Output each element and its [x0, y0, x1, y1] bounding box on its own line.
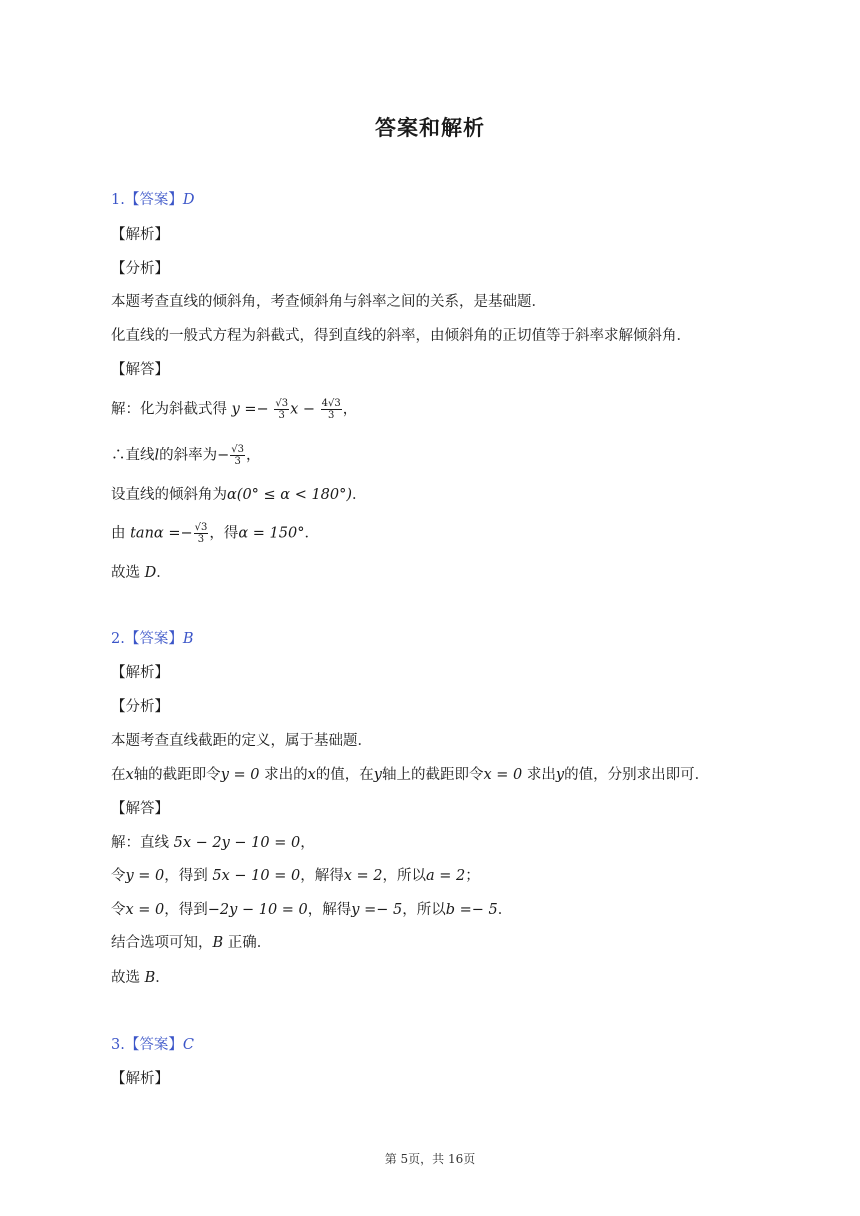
q3-answer-value: C: [182, 1037, 194, 1053]
math: −2y − 10 = 0: [207, 902, 308, 918]
q1-fenxi-line1: 本题考查直线的倾斜角，考查倾斜角与斜率之间的关系，是基础题．: [111, 294, 546, 310]
fraction-numerator: √3: [194, 522, 208, 533]
math: y =− 5: [351, 902, 403, 918]
q2-step1: [111, 833, 315, 853]
text: 的值，在: [315, 767, 374, 783]
text: 求出: [522, 767, 556, 783]
text: 令: [111, 902, 126, 918]
q2-answer-value: B: [182, 631, 194, 647]
q1-step4-math: α = 150°: [238, 525, 305, 542]
q2-step2: [111, 866, 480, 886]
math: B: [144, 970, 156, 986]
q3-answer-label: 【答案】: [124, 1037, 183, 1053]
text: ，: [300, 835, 315, 851]
fraction-numerator: √3: [275, 398, 289, 409]
text: ．: [155, 970, 170, 986]
q2-fenxi-line1: 本题考查直线截距的定义，属于基础题．: [111, 733, 372, 749]
math: x = 0: [125, 902, 165, 918]
q1-step4-tan: tanα =−: [130, 525, 193, 542]
fraction: [194, 522, 209, 545]
text: 令: [111, 868, 126, 884]
q1-step4: [111, 522, 319, 545]
text: 正确．: [223, 935, 272, 951]
fraction-numerator: √3: [231, 444, 245, 455]
q2-step4: [111, 933, 271, 953]
q1-step2-text-mid: 的斜率为−: [159, 447, 230, 464]
q3-number: 3.: [111, 1037, 125, 1053]
math: 5x − 2y − 10 = 0: [173, 835, 301, 851]
math: 5x − 10 = 0: [212, 868, 301, 884]
text: 轴上的截距即令: [381, 767, 484, 783]
q1-fenxi-line2: 化直线的一般式方程为斜截式，得到直线的斜率，由倾斜角的正切值等于斜率求解倾斜角．: [111, 328, 691, 344]
q2-answer-label: 【答案】: [124, 631, 183, 647]
q1-number: 1.: [111, 192, 125, 208]
math: y: [373, 767, 382, 783]
q1-step1-text: 解：化为斜截式得: [111, 401, 232, 418]
text: ，得到: [164, 902, 208, 918]
q3-answer-heading: [111, 1035, 194, 1055]
math: x: [125, 767, 134, 783]
q2-step3: [111, 900, 512, 920]
q1-conclusion: [111, 563, 171, 583]
q1-step1-math-a: y =−: [231, 401, 274, 418]
q1-step2: [111, 444, 261, 467]
text: 结合选项可知，: [111, 935, 213, 951]
text: ，得到: [164, 868, 213, 884]
text: ，解得: [307, 902, 352, 918]
q1-conclusion-text: 故选: [111, 565, 145, 581]
q1-answer-heading: [111, 190, 194, 210]
math: x = 0: [483, 767, 523, 783]
fraction-numerator: 4√3: [321, 398, 341, 409]
q1-jieda-label: 【解答】: [111, 362, 169, 378]
text: 求出的: [259, 767, 308, 783]
q1-conclusion-punct: ．: [156, 565, 171, 581]
q3-jiexi-label: 【解析】: [111, 1071, 169, 1087]
math: y: [555, 767, 565, 783]
q1-jiexi-label: 【解析】: [111, 227, 169, 243]
q1-step2-punct: ，: [246, 447, 261, 464]
text: ，解得: [300, 868, 344, 884]
q1-step2-text: ∴直线: [111, 447, 155, 464]
math: b =− 5: [445, 902, 498, 918]
q2-number: 2.: [111, 631, 125, 647]
text: ．: [497, 902, 513, 918]
q2-answer-heading: [111, 629, 194, 649]
q1-fenxi-label: 【分析】: [111, 261, 169, 277]
q2-fenxi-label: 【分析】: [111, 699, 169, 715]
text: 故选: [111, 970, 145, 986]
fraction-denominator: 3: [197, 534, 205, 545]
page-footer: 第 5页，共 16页: [384, 1152, 476, 1166]
q1-step4-text-mid: ，得: [209, 525, 239, 542]
fraction: [230, 444, 245, 467]
q1-answer-label: 【答案】: [124, 192, 183, 208]
q1-step3-punct: ．: [352, 487, 367, 503]
q2-fenxi-line2: [111, 765, 709, 785]
fraction-denominator: 3: [327, 410, 335, 421]
q1-step3-text: 设直线的倾斜角为: [111, 487, 227, 503]
q1-step1: [111, 398, 357, 421]
page-title: 答案和解析: [375, 116, 485, 140]
q1-step1-punct: ，: [342, 401, 358, 418]
math: y = 0: [220, 767, 260, 783]
fraction: [274, 398, 289, 421]
math: a = 2: [426, 868, 466, 884]
q1-step4-text: 由: [111, 525, 131, 542]
q2-jieda-label: 【解答】: [111, 801, 169, 817]
math: x = 2: [343, 868, 383, 884]
q2-conclusion: [111, 968, 170, 988]
q1-step4-punct: ．: [304, 525, 319, 542]
math: x: [307, 767, 316, 783]
q1-conclusion-answer: D: [144, 565, 157, 581]
q1-step2-var: l: [154, 447, 160, 464]
q1-answer-value: D: [182, 192, 195, 208]
fraction-denominator: 3: [234, 456, 241, 467]
q1-step3-math: α(0° ≤ α < 180°): [227, 487, 353, 503]
fraction: [321, 398, 342, 421]
text: ，所以: [382, 868, 427, 884]
math: B: [212, 935, 224, 951]
text: 解：直线: [111, 835, 174, 851]
text: 轴的截距即令: [133, 767, 221, 783]
math: y = 0: [125, 868, 165, 884]
q1-step3: [111, 485, 367, 505]
text: ，所以: [402, 902, 446, 918]
text: 的值，分别求出即可．: [564, 767, 710, 783]
q2-jiexi-label: 【解析】: [111, 665, 169, 681]
fraction-denominator: 3: [278, 410, 285, 421]
text: 在: [111, 767, 126, 783]
text: ；: [465, 868, 480, 884]
q1-step1-math-b: x −: [290, 401, 320, 418]
